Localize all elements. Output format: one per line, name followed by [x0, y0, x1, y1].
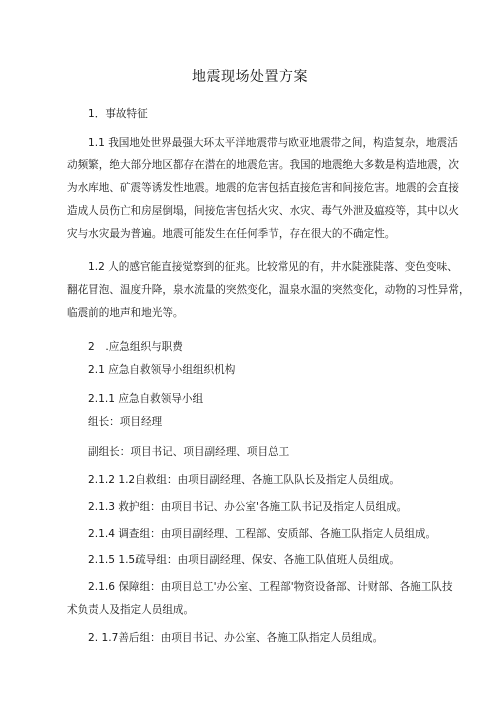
subsection-heading: 2.1.1 应急自救领导小组: [88, 393, 204, 405]
paragraph-line: 组长：项目经理: [88, 416, 163, 428]
paragraph-line: 术负责人及指定人员组成。: [67, 604, 195, 616]
section-heading: 2 .应急组织与职费: [88, 341, 183, 353]
page-title: 地震现场处置方案: [192, 69, 308, 85]
paragraph-line: 临震前的地声和地光等。: [67, 307, 184, 319]
paragraph-line: 2.1.5 1.5疏导组：由项目副经理、保安、各施工队值班人员组成。: [88, 554, 401, 566]
paragraph-line: 翻花冒泡、温度升降，泉水流量的突然变化，温泉水温的突然变化，动物的习性异常，: [67, 284, 470, 296]
section-heading: 1．事故特征: [88, 108, 148, 120]
paragraph-line: 灾与水灾最为普遍。地震可能发生在任何季节，存在很大的不确定性。: [67, 228, 396, 240]
paragraph-line: 造成人员伤亡和房屋倒塌，间接危害包括火灾、水灾、毒气外泄及瘟疫等，其中以火: [67, 205, 459, 217]
paragraph-line: 2. 1.7善后组：由项目书记、办公室、各施工队指定人员组成。: [88, 632, 384, 644]
paragraph-line: 为水库地、矿震等诱发性地震。地震的危害包括直接危害和间接危害。地震的会直接: [67, 182, 459, 194]
paragraph-line: 副组长：项目书记、项目副经理、项目总工: [88, 446, 290, 458]
paragraph-line: 2.1.6 保障组：由项目总工'办公室、工程部'物资设备部、计财部、各施工队技: [88, 581, 453, 593]
paragraph-line: 2.1.2 1.2自救组：由项目副经理、各施工队队长及指定人员组成。: [88, 474, 401, 486]
subsection-heading: 2.1 应急自救领导小组组织机构: [88, 364, 236, 376]
paragraph-line: 动频繁，绝大部分地区都存在潜在的地震危害。我国的地震绝大多数是构造地震，次: [67, 159, 459, 171]
paragraph-line: 1.2 人的感官能直接觉察到的征兆。比较常见的有，井水陡涨陡落、变色变味、: [88, 261, 458, 273]
paragraph-line: 2.1.4 调查组：由项目副经理、工程部、安质部、各施工队指定人员组成。: [88, 528, 437, 540]
paragraph-line: 1.1 我国地处世界最强大环太平洋地震带与欧亚地震带之间，构造复杂，地震活: [88, 137, 458, 149]
paragraph-line: 2.1.3 救护组：由项目书记、办公室'各施工队书记及指定人员组成。: [88, 501, 408, 513]
